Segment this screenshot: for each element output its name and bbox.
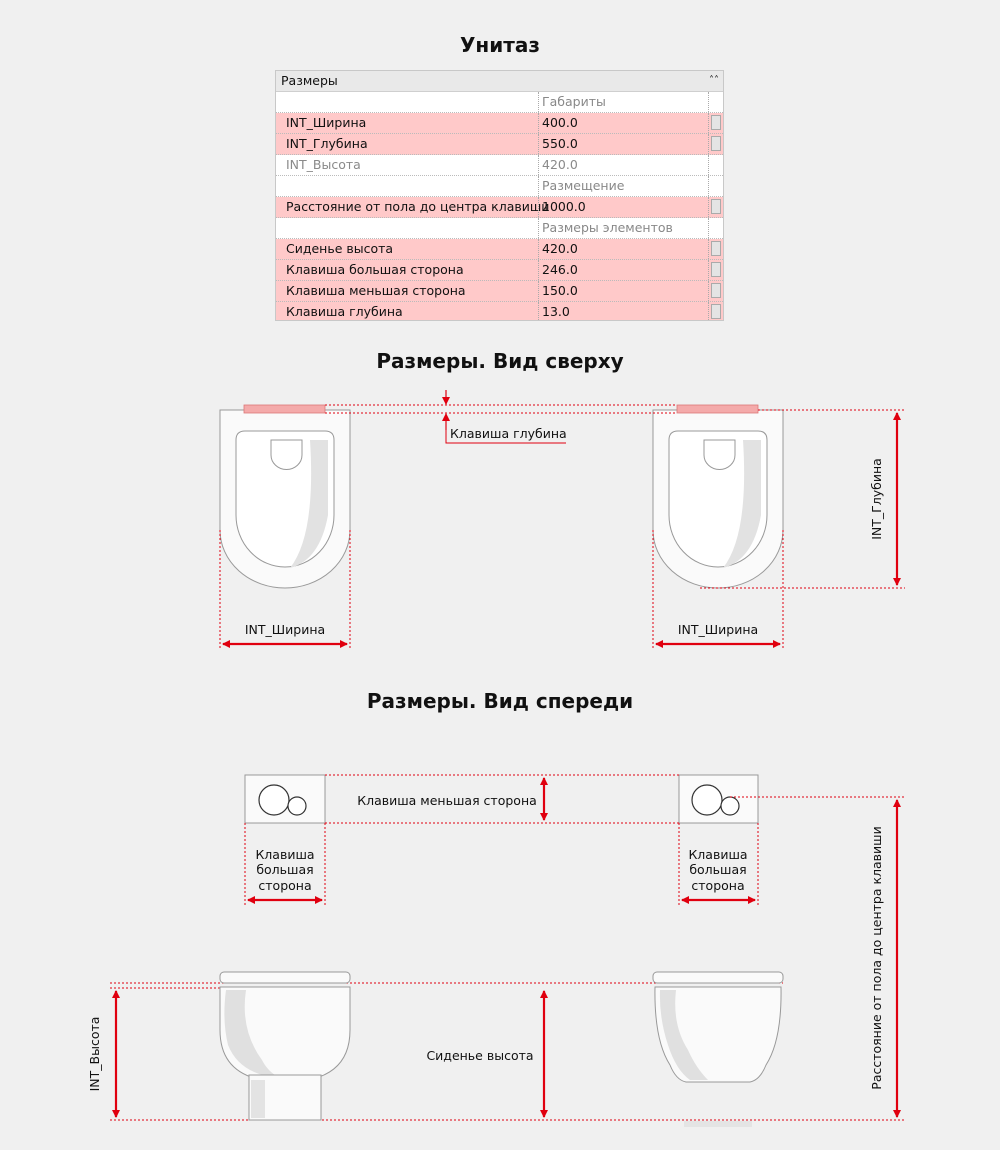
property-name: INT_Глубина xyxy=(286,136,368,151)
property-name: Клавиша глубина xyxy=(286,304,403,319)
key-big-side-label-left-2: большая xyxy=(256,862,314,877)
properties-group-label: Размеры xyxy=(281,73,338,88)
property-name: Расстояние от пола до центра клавиши xyxy=(286,199,550,214)
seat-height-label: Сиденье высота xyxy=(426,1048,534,1063)
property-group-label: Размещение xyxy=(538,176,712,196)
big-key-circle-right xyxy=(692,785,722,815)
key-big-side-label-left-3: сторона xyxy=(258,878,312,893)
flush-panel-left xyxy=(245,775,325,823)
property-value[interactable]: 550.0 xyxy=(538,134,712,154)
key-big-side-label-right-2: большая xyxy=(689,862,747,877)
property-value[interactable]: 13.0 xyxy=(538,302,712,321)
floor-to-key-dimension xyxy=(869,800,897,1117)
flush-key-top-left xyxy=(244,405,325,413)
key-depth-dimension xyxy=(446,390,567,443)
property-value[interactable]: 420.0 xyxy=(538,155,712,175)
height-label: INT_Высота xyxy=(87,1016,102,1092)
property-name: Клавиша меньшая сторона xyxy=(286,283,466,298)
property-group-label: Размеры элементов xyxy=(538,218,712,238)
small-key-circle-left xyxy=(288,797,306,815)
key-big-side-dimension-right xyxy=(682,847,755,900)
front-view-title: Размеры. Вид спереди xyxy=(366,689,634,713)
height-dimension xyxy=(87,991,116,1117)
key-depth-label: Клавиша глубина xyxy=(450,426,567,441)
width-label-left: INT_Ширина xyxy=(244,622,326,637)
toilet-front-view-left xyxy=(220,972,350,1120)
small-key-circle-right xyxy=(721,797,739,815)
property-name: Сиденье высота xyxy=(286,241,394,256)
front-view-extension-lines xyxy=(110,775,905,1120)
key-big-side-label-left-1: Клавиша xyxy=(255,847,315,862)
width-dimension-left xyxy=(223,622,347,644)
key-big-side-label-right-1: Клавиша xyxy=(688,847,748,862)
key-big-side-dimension-left xyxy=(248,847,322,900)
property-value[interactable]: 400.0 xyxy=(538,113,712,133)
toilet-top-view-left xyxy=(220,405,350,588)
flush-panel-right xyxy=(679,775,758,823)
property-group-label: Габариты xyxy=(538,92,712,112)
big-key-circle-left xyxy=(259,785,289,815)
width-label-right: INT_Ширина xyxy=(677,622,759,637)
toilet-front-view-right xyxy=(653,972,783,1127)
property-name: Клавиша большая сторона xyxy=(286,262,464,277)
key-small-side-label: Клавиша меньшая сторона xyxy=(357,793,537,808)
key-big-side-label-right-3: сторона xyxy=(691,878,745,893)
depth-dimension xyxy=(869,413,897,585)
depth-label: INT_Глубина xyxy=(869,458,884,540)
flush-key-top-right xyxy=(677,405,758,413)
top-view-title: Размеры. Вид сверху xyxy=(376,349,624,373)
property-name: INT_Высота xyxy=(286,157,361,172)
property-name: INT_Ширина xyxy=(286,115,367,130)
floor-to-key-label: Расстояние от пола до центра клавиши xyxy=(869,826,884,1090)
property-value[interactable]: 246.0 xyxy=(538,260,712,280)
page-title: Унитаз xyxy=(460,33,540,57)
floor-shadow-right xyxy=(684,1121,752,1127)
collapse-icon[interactable]: ˄˄ xyxy=(709,75,719,86)
seat-height-dimension xyxy=(426,991,544,1117)
property-value[interactable]: 150.0 xyxy=(538,281,712,301)
property-value[interactable]: 1000.0 xyxy=(538,197,712,217)
key-small-side-dimension xyxy=(357,778,544,820)
property-value[interactable]: 420.0 xyxy=(538,239,712,259)
width-dimension-right xyxy=(656,622,780,644)
toilet-top-view-right xyxy=(653,405,783,588)
